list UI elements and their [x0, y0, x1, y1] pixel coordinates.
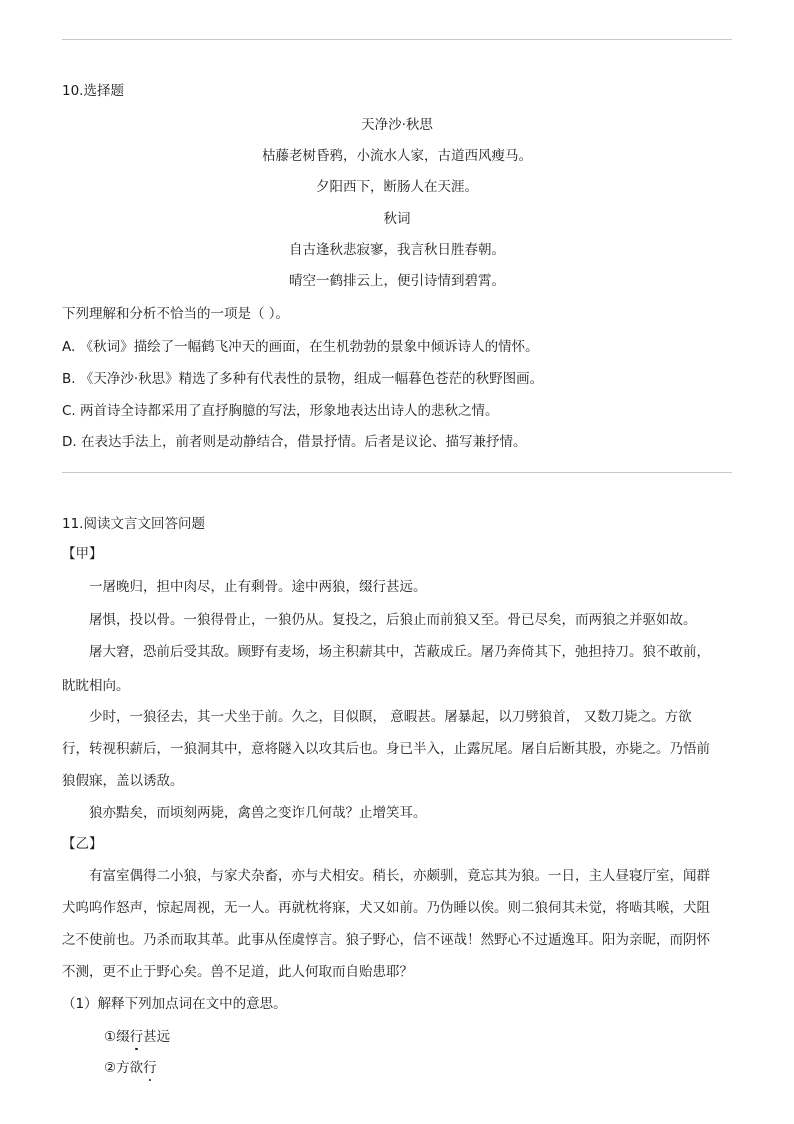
- question-11-heading: 11.阅读文言文回答问题: [62, 516, 205, 532]
- option-a[interactable]: A. 《秋词》描绘了一幅鹤飞冲天的画面，在生机勃勃的景象中倾诉诗人的情怀。: [62, 339, 539, 355]
- passage-jia-paragraph-3-line-1: 屠大窘，恐前后受其敌。顾野有麦场，场主积薪其中，苫蔽成丘。屠乃奔倚其下，弛担持刀。狼不敢前，: [89, 644, 710, 660]
- sub-item-1: [104, 1028, 170, 1046]
- passage-yi-line-3: 之不使前也。乃杀而取其革。此事从侄虞惇言。狼子野心，信不诬哉！然野心不过遁逸耳。阳为亲昵，而阴怀: [62, 932, 710, 948]
- question-divider: [62, 472, 732, 473]
- poem-2-title: 秋词: [383, 211, 411, 227]
- passage-jia-paragraph-5: 狼亦黠矣，而顷刻两毙，禽兽之变诈几何哉？止增笑耳。: [89, 805, 427, 821]
- dotted-word: 行: [143, 1060, 157, 1076]
- passage-yi-line-2: 犬呜呜作怒声，惊起周视，无一人。再就枕将寐，犬又如前。乃伪睡以俟。则二狼伺其未觉，将啮其喉，犬阻: [62, 900, 710, 916]
- passage-yi-line-1: 有富室偶得二小狼，与家犬杂畜，亦与犬相安。稍长，亦颇驯，竟忘其为狼。一日，主人昼寝厅室，闻群: [89, 868, 710, 884]
- poem-1-line-1: 枯藤老树昏鸦，小流水人家，古道西风瘦马。: [262, 148, 532, 164]
- sub-question-1: （1）解释下列加点词在文中的意思。: [62, 996, 287, 1012]
- passage-jia-paragraph-1: 一屠晚归，担中肉尽，止有剩骨。途中两狼，缀行甚远。: [89, 579, 427, 595]
- question-10-prompt: 下列理解和分析不恰当的一项是（ ）。: [62, 306, 290, 322]
- sub-item-2: [104, 1059, 157, 1077]
- poem-2-line-2: 晴空一鹤排云上，便引诗情到碧霄。: [289, 273, 505, 289]
- option-c[interactable]: C. 两首诗全诗都采用了直抒胸臆的写法，形象地表达出诗人的悲秋之情。: [62, 403, 499, 419]
- question-10-heading: 10.选择题: [62, 83, 124, 99]
- passage-jia-paragraph-4-line-3: 狼假寐，盖以诱敌。: [62, 773, 184, 789]
- option-d[interactable]: D. 在表达手法上，前者则是动静结合，借景抒情。后者是议论、描写兼抒情。: [62, 434, 527, 450]
- passage-yi-label: 【乙】: [62, 836, 103, 852]
- passage-jia-label: 【甲】: [62, 546, 103, 562]
- option-b[interactable]: B. 《天净沙·秋思》精选了多种有代表性的景物，组成一幅暮色苍茫的秋野图画。: [62, 371, 544, 387]
- top-divider: [62, 39, 732, 40]
- passage-jia-paragraph-3-line-2: 眈眈相向。: [62, 678, 130, 694]
- dotted-word: 行: [129, 1029, 144, 1045]
- sub-item-1-prefix: ①缀: [104, 1029, 130, 1045]
- passage-yi-line-4: 不测，更不止于野心矣。兽不足道，此人何取而自贻患耶？: [62, 964, 413, 980]
- passage-jia-paragraph-4-line-2: 行，转视积薪后，一狼洞其中，意将隧入以攻其后也。身已半入，止露尻尾。屠自后断其股，亦毙之。乃悟前: [62, 741, 710, 757]
- sub-item-1-suffix: 甚远: [143, 1029, 171, 1045]
- poem-1-title: 天净沙·秋思: [361, 117, 433, 133]
- passage-jia-paragraph-4-line-1: 少时，一狼径去，其一犬坐于前。久之，目似瞑， 意暇甚。屠暴起，以刀劈狼首， 又数刀毙之。方欲: [89, 709, 692, 725]
- passage-jia-paragraph-2: 屠惧，投以骨。一狼得骨止，一狼仍从。复投之，后狼止而前狼又至。骨已尽矣，而两狼之并驱如故。: [89, 612, 697, 628]
- poem-1-line-2: 夕阳西下，断肠人在天涯。: [316, 179, 478, 195]
- poem-2-line-1: 自古逢秋悲寂寥，我言秋日胜春朝。: [289, 242, 505, 258]
- sub-item-2-prefix: ②方欲: [104, 1060, 144, 1076]
